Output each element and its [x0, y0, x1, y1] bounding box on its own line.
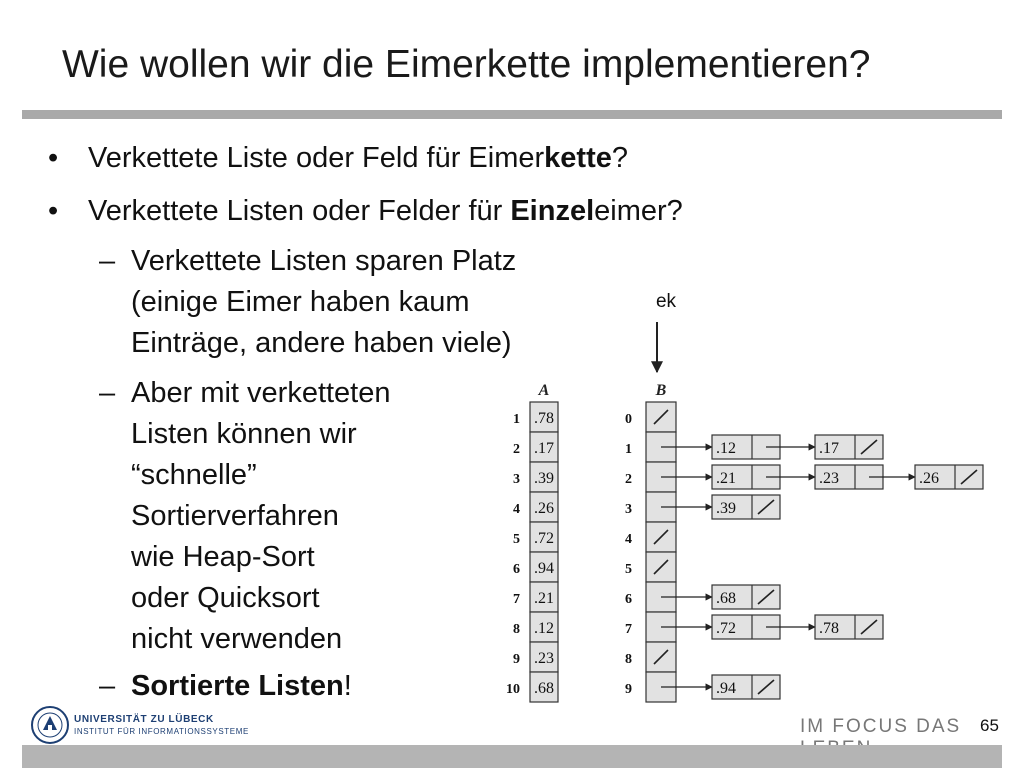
ek-label: ek — [655, 291, 677, 312]
slide-title: Wie wollen wir die Eimerkette implementieren? — [62, 43, 871, 86]
array-a-value: .23 — [534, 650, 554, 667]
array-a-index: 1 — [513, 412, 520, 427]
array-a-index: 6 — [513, 562, 520, 577]
array-a-index: 3 — [513, 472, 520, 487]
dash-marker: – — [99, 377, 116, 409]
array-a-index: 10 — [506, 682, 520, 697]
array-a-index: 5 — [513, 532, 520, 547]
sub-bullet-2-line: nicht verwenden — [131, 623, 343, 655]
array-b-index: 5 — [625, 562, 632, 577]
list-node-value: .26 — [919, 470, 939, 487]
array-a-value: .21 — [534, 590, 554, 607]
title-rule — [22, 110, 1002, 119]
institute-name: INSTITUT FÜR INFORMATIONSSYSTEME — [74, 727, 249, 736]
array-a-value: .26 — [534, 500, 554, 517]
sub-bullet-1-line: (einige Eimer haben kaum — [131, 286, 470, 318]
array-a-index: 4 — [513, 502, 520, 517]
dash-marker: – — [99, 670, 116, 702]
array-a-value: .78 — [534, 410, 554, 427]
sub-bullet-1-line: Einträge, andere haben viele) — [131, 327, 512, 359]
footer-slogan: IM FOCUS DAS — [800, 716, 962, 737]
array-a-value: .12 — [534, 620, 554, 637]
list-node-value: .94 — [716, 680, 736, 697]
sub-bullet-1-line: Verkettete Listen sparen Platz — [131, 245, 517, 277]
array-b-index: 9 — [625, 682, 632, 697]
dash-marker: – — [99, 245, 116, 277]
list-node-value: .17 — [819, 440, 839, 457]
sub-bullet-2-line: wie Heap-Sort — [131, 541, 315, 573]
bullet-marker: • — [48, 195, 59, 227]
sub-bullet-2-line: Listen können wir — [131, 418, 357, 450]
list-node-value: .23 — [819, 470, 839, 487]
sub-bullet-2-line: Sortierverfahren — [131, 500, 339, 532]
list-node-value: .72 — [716, 620, 736, 637]
sub-bullet-2-line: “schnelle” — [131, 459, 257, 491]
array-a-value: .94 — [534, 560, 554, 577]
array-a-value: .68 — [534, 680, 554, 697]
list-node-value: .12 — [716, 440, 736, 457]
list-node-value: .68 — [716, 590, 736, 607]
array-a-index: 7 — [513, 592, 520, 607]
bullet-2-text: Verkettete Listen oder Felder für — [88, 195, 511, 227]
array-b-index: 7 — [625, 622, 632, 637]
bullet-1-tail: ? — [611, 142, 628, 174]
array-b-index: 1 — [625, 442, 632, 457]
list-node-value: .21 — [716, 470, 736, 487]
page-number: 65 — [980, 716, 999, 735]
array-b-index: 0 — [625, 412, 632, 427]
sub-bullet-3-bold: Sortierte Listen — [131, 670, 344, 702]
array-b-index: 6 — [625, 592, 632, 607]
array-a-value: .39 — [534, 470, 554, 487]
bullet-1-bold: kette — [544, 142, 612, 174]
list-node-value: .39 — [716, 500, 736, 517]
array-a-header: A — [538, 382, 550, 399]
array-a-index: 8 — [513, 622, 520, 637]
sub-bullet-2-line: oder Quicksort — [131, 582, 320, 614]
bullet-1 — [48, 140, 628, 176]
bullet-1-text: Verkettete Liste oder Feld für Eimer — [88, 142, 545, 174]
bottom-bar — [22, 745, 1002, 768]
sub-bullet-3-tail: ! — [343, 670, 352, 702]
array-a-value: .17 — [534, 440, 554, 457]
bullet-2-tail: eimer? — [594, 195, 683, 227]
array-b-index: 3 — [625, 502, 632, 517]
array-b-index: 8 — [625, 652, 632, 667]
list-node-value: .78 — [819, 620, 839, 637]
array-b-index: 2 — [625, 472, 632, 487]
bullet-2 — [48, 193, 683, 229]
bullet-marker: • — [48, 142, 59, 174]
array-b-index: 4 — [625, 532, 632, 547]
array-b-header: B — [655, 382, 667, 399]
array-a-index: 9 — [513, 652, 520, 667]
array-a-index: 2 — [513, 442, 520, 457]
array-a-value: .72 — [534, 530, 554, 547]
sub-bullet-2-line: Aber mit verketteten — [131, 377, 391, 409]
university-name: UNIVERSITÄT ZU LÜBECK — [74, 714, 214, 725]
bullet-2-bold: Einzel — [510, 195, 595, 227]
